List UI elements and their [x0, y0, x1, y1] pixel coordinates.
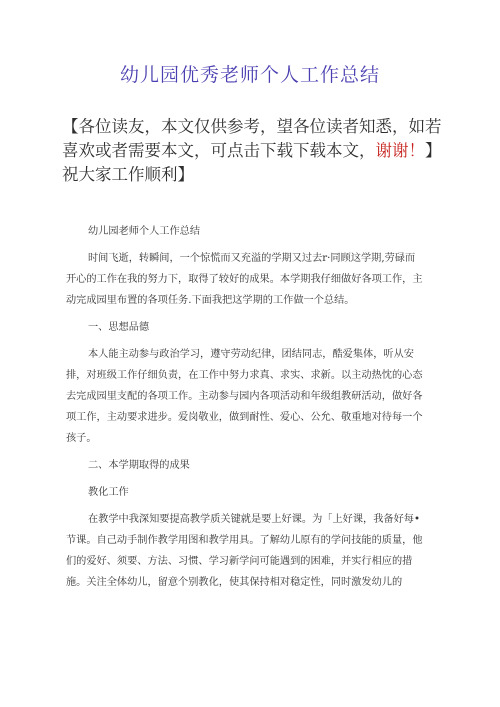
notice-thanks: 谢谢！ [375, 141, 425, 160]
notice-closing: 】祝大家工作顺利】 [62, 141, 442, 184]
paragraph-first-line: 在教学中我深知要提高教学质关键就是要上好课。为「上好课，我备好每• [88, 514, 421, 525]
paragraph-line: 教化工作 [88, 487, 129, 498]
paragraph-continuation: 开心的工作在我的努力下，取得了较好的成果。本学期我仔细做好各项工作，主动完成园里布置的各项任务.下面我把这学期的工作做一个总结。 [66, 274, 423, 306]
paragraph-first-line: 本人能主动参与政治学习，遵守劳动纪律，团结同志，酷爱集体，听从安 [88, 349, 414, 360]
paragraph-first-line: 时间飞逝，转瞬间，一个惊慌而又充溢的学期又过去r·同顾这学期,劳碌而 [88, 253, 416, 264]
reader-notice [62, 115, 442, 187]
paragraph [66, 344, 424, 449]
paragraph [66, 509, 424, 593]
paragraph-line: 一、思想品德 [88, 322, 150, 333]
paragraph-continuation: 排，对班级工作仔细负责，在工作中努力求真、求实、求新。以主动热忱的心态去完成园里支配的各项工作。主动参与园内各项活动和年级组教研活动，做好各项工作，主动要求进步。爱岗敬业，做到耐性、爱心、公允、敬重地对待每一个孩子。 [66, 370, 423, 444]
section-heading [88, 455, 424, 476]
paragraph [66, 248, 424, 311]
paragraph-heading [88, 221, 424, 242]
notice-text: 【各位读友，本文仅供参考，望各位读者知悉，如若喜欢或者需要本文，可点击下载下载本文， [62, 117, 442, 160]
document-title: 幼儿园优秀老师个人工作总结 [119, 64, 380, 86]
subsection-heading [88, 482, 424, 503]
document-body [66, 221, 424, 599]
paragraph-line: 二、本学期取得的成果 [88, 460, 190, 471]
paragraph-line: 幼儿园老师个人工作总结 [88, 226, 201, 237]
paragraph-continuation: 节课。自己动手制作教学用图和教学用具。了解幼儿原有的学问技能的质量，他们的爱好、须要、方法、习惯、学习新学问可能遇到的困难，并实行相应的措施。关注全体幼儿，留意个别教化，使其保持相对稳定性，同时激发幼儿的 [66, 535, 423, 588]
section-heading [88, 317, 424, 338]
